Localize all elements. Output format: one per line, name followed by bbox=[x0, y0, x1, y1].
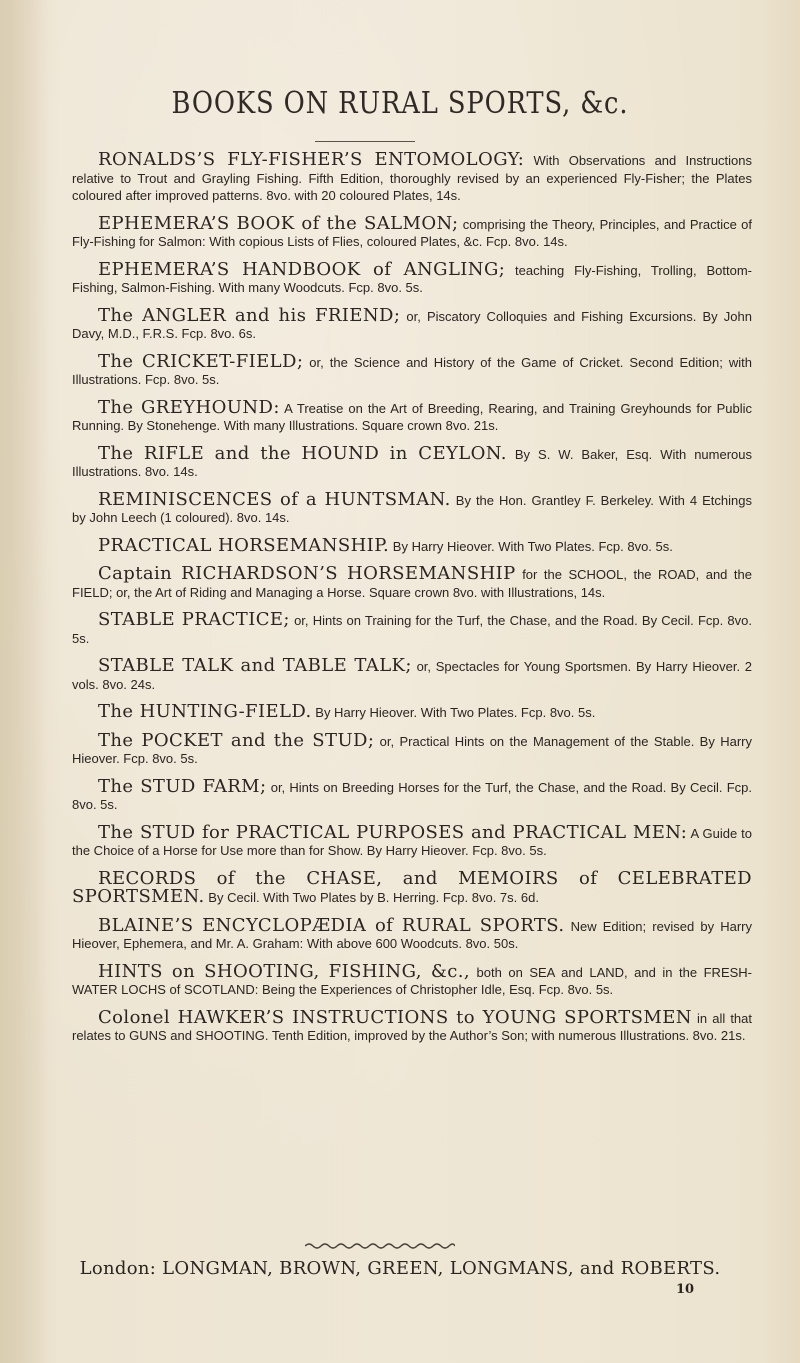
book-details: or, Hints on Training for the Turf, the Chase, and the Road. By Cecil. Fcp. 8vo. 5s. bbox=[72, 613, 752, 646]
book-details: both on SEA and LAND, and in the FRESH-WATER LOCHS of SCOTLAND: Being the Experiences of Christopher Idle, Esq. Fcp. 8vo. 5s. bbox=[72, 964, 753, 997]
title-rule bbox=[315, 141, 415, 142]
book-entry bbox=[72, 212, 752, 252]
book-title: Colonel HAWKER’S INSTRUCTIONS to YOUNG SPORTSMEN bbox=[98, 1006, 692, 1028]
book-entry bbox=[72, 563, 752, 602]
book-entry bbox=[72, 609, 752, 648]
book-entry bbox=[72, 350, 752, 390]
book-title: STABLE TALK and TABLE TALK; bbox=[98, 655, 412, 676]
book-title: The STUD for PRACTICAL PURPOSES and PRACTICAL MEN: bbox=[98, 821, 688, 843]
book-title: RONALDS’S FLY-FISHER’S ENTOMOLOGY: bbox=[98, 149, 525, 170]
book-details: A Treatise on the Art of Breeding, Rearing, and Training Greyhounds for Public Running. By Stonehenge. With many Illustrations. Square crown 8vo. 21s. bbox=[72, 400, 752, 433]
book-title: REMINISCENCES of a HUNTSMAN. bbox=[98, 488, 451, 510]
book-title: The GREYHOUND: bbox=[98, 396, 280, 418]
book-entry bbox=[72, 729, 752, 769]
book-title: The RIFLE and the HOUND in CEYLON. bbox=[98, 442, 507, 464]
page-number: 10 bbox=[676, 1282, 695, 1297]
book-details: By the Hon. Grantley F. Berkeley. With 4 Etchings by John Leech (1 coloured). 8vo. 14s. bbox=[72, 492, 752, 525]
book-details: or, Spectacles for Young Sportsmen. By Harry Hieover. 2 vols. 8vo. 24s. bbox=[72, 659, 752, 692]
book-details: or, the Science and History of the Game of Cricket. Second Edition; with Illustrations. Fcp. 8vo. 5s. bbox=[72, 354, 752, 387]
book-entry bbox=[72, 396, 752, 436]
book-entry bbox=[72, 149, 753, 206]
book-details: or, Practical Hints on the Management of the Stable. By Harry Hieover. Fcp. 8vo. 5s. bbox=[72, 733, 752, 766]
book-title: The STUD FARM; bbox=[98, 775, 267, 797]
publisher-imprint: London: LONGMAN, BROWN, GREEN, LONGMANS, and ROBERTS. bbox=[79, 1258, 721, 1279]
book-title: PRACTICAL HORSEMANSHIP. bbox=[98, 534, 390, 556]
book-details: By Harry Hieover. With Two Plates. Fcp. 8vo. 5s. bbox=[311, 705, 596, 720]
book-entry bbox=[72, 655, 752, 694]
book-entry bbox=[72, 258, 752, 298]
book-list bbox=[72, 149, 753, 1056]
book-entry bbox=[72, 488, 752, 528]
book-title: The CRICKET-FIELD; bbox=[98, 350, 304, 372]
book-details: With Observations and Instructions relative to Trout and Grayling Fishing. Fifth Edition, thoroughly revised by an experienced Fly-Fisher; the Plates coloured after improved patterns. 8vo. with 20 coloured Plates, 14s. bbox=[72, 153, 753, 203]
page-edge-shading bbox=[0, 0, 48, 1363]
book-title: The HUNTING-FIELD. bbox=[98, 701, 312, 722]
book-entry bbox=[72, 1006, 752, 1046]
book-details: in all that relates to GUNS and SHOOTING. Tenth Edition, improved by the Author’s Son; with numerous Illustrations. 8vo. 21s. bbox=[72, 1010, 752, 1043]
book-title: EPHEMERA’S BOOK of the SALMON; bbox=[98, 212, 459, 234]
book-details: or, Piscatory Colloquies and Fishing Excursions. By John Davy, M.D., F.R.S. Fcp. 8vo. 6s. bbox=[72, 308, 752, 341]
book-details: A Guide to the Choice of a Horse for Use more than for Show. By Harry Hieover. Fcp. 8vo. 5s. bbox=[72, 825, 752, 858]
book-entry bbox=[72, 821, 752, 861]
book-title: The POCKET and the STUD; bbox=[98, 729, 375, 751]
book-entry bbox=[72, 867, 752, 908]
book-details: By Harry Hieover. With Two Plates. Fcp. 8vo. 5s. bbox=[389, 538, 673, 554]
book-details: By Cecil. With Two Plates by B. Herring. Fcp. 8vo. 7s. 6d. bbox=[204, 890, 539, 905]
book-entry bbox=[72, 701, 752, 723]
book-entry bbox=[72, 914, 753, 954]
book-entry bbox=[72, 442, 753, 482]
page-title: BOOKS ON RURAL SPORTS, &c. bbox=[171, 86, 629, 121]
book-title: STABLE PRACTICE; bbox=[98, 609, 290, 630]
book-entry bbox=[72, 304, 752, 344]
book-details: for the SCHOOL, the ROAD, and the FIELD; or, the Art of Riding and Managing a Horse. Square crown 8vo. with Illustrations, 14s. bbox=[72, 567, 752, 600]
book-title: RECORDS of the CHASE, and MEMOIRS of CELEBRATED SPORTSMEN. bbox=[72, 867, 752, 907]
book-entry bbox=[72, 960, 753, 1000]
book-title: HINTS on SHOOTING, FISHING, &c., bbox=[98, 960, 471, 982]
book-details: comprising the Theory, Principles, and Practice of Fly-Fishing for Salmon: With copious Lists of Flies, coloured Plates, &c. Fcp. 8vo. 14s. bbox=[72, 216, 752, 249]
book-entry bbox=[72, 534, 752, 557]
book-details: New Edition; revised by Harry Hieover, Ephemera, and Mr. A. Graham: With above 600 Woodcuts. 8vo. 50s. bbox=[72, 918, 753, 951]
book-entry bbox=[72, 775, 752, 815]
book-title: Captain RICHARDSON’S HORSEMANSHIP bbox=[98, 563, 516, 584]
ornamental-divider bbox=[305, 1242, 455, 1250]
book-title: The ANGLER and his FRIEND; bbox=[98, 304, 401, 326]
book-details: or, Hints on Breeding Horses for the Turf, the Chase, and the Road. By Cecil. Fcp. 8vo. 5s. bbox=[72, 779, 752, 812]
book-details: teaching Fly-Fishing, Trolling, Bottom-Fishing, Salmon-Fishing. With many Woodcuts. Fcp. 8vo. 5s. bbox=[72, 262, 752, 295]
book-details: By S. W. Baker, Esq. With numerous Illustrations. 8vo. 14s. bbox=[72, 446, 753, 479]
book-title: BLAINE’S ENCYCLOPÆDIA of RURAL SPORTS. bbox=[98, 914, 565, 936]
book-title: EPHEMERA’S HANDBOOK of ANGLING; bbox=[98, 258, 506, 280]
